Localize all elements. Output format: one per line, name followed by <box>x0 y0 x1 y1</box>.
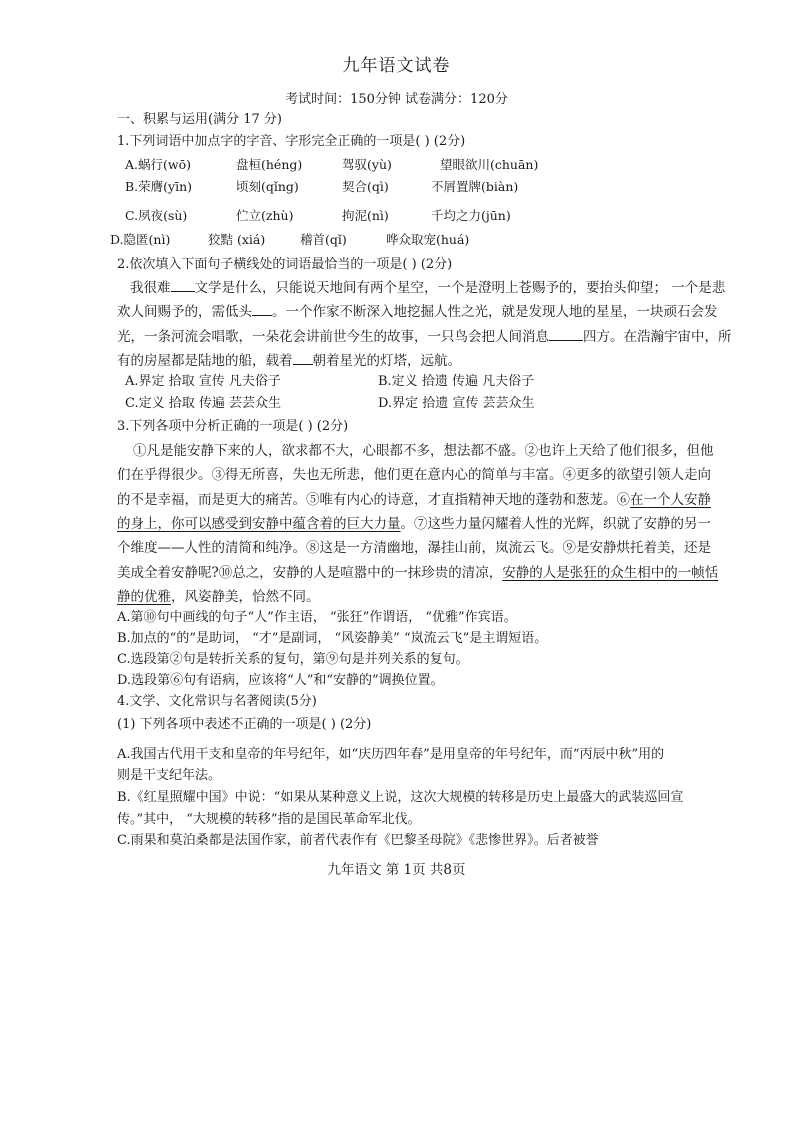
q3-option-b: B.加点的“的”是助词， “才”是副词， “风姿静美” “岚流云飞”是主谓短语。 <box>117 631 548 646</box>
q2-option-d: D.界定 拾遗 宣传 芸芸众生 <box>378 396 535 411</box>
q4-option-b-cont: 传。”其中， “大规模的转移”指的是国民革命军北伐。 <box>117 812 421 827</box>
section-heading: 一、积累与运用(满分 17 分) <box>117 112 282 127</box>
q1-b-item: 契合(qì) <box>342 179 389 194</box>
q1-option-d <box>110 231 469 249</box>
q1-c-item: 拘泥(nì) <box>342 208 389 223</box>
q2-stem: 2.依次填入下面句子横线处的词语最恰当的一项是( ) (2分) <box>117 257 453 272</box>
q1-b-item: 顷刻(qǐng) <box>236 179 299 194</box>
q3-passage-line: 美成全着安静呢?⑩总之，安静的人是喧嚣中的一抹珍贵的清凉，安静的人是张狂的众生相中的一帧恬 <box>117 565 719 581</box>
underlined-sentence: 在一个人安静 <box>630 492 711 508</box>
q2-passage-line: 欢人间赐予的，需低头 。一个作家不断深入地挖掘人性之光，就是发现人地的星星，一块顽石会发 <box>117 304 718 320</box>
q1-c-item: 千均之力(jūn) <box>431 208 511 223</box>
q4-stem: 4.文学、文化常识与名著阅读(5分) <box>117 694 317 709</box>
q1-a-item: 盘桓(héng) <box>236 157 303 172</box>
q3-option-d: D.选段第⑥句有语病，应该将“人”和“安静的”调换位置。 <box>117 673 444 688</box>
q1-option-b <box>125 178 518 196</box>
q1-d-item: 狡黠 (xiá) <box>208 232 266 247</box>
q4-sub1-stem: (1) 下列各项中表述不正确的一项是( ) (2分) <box>117 717 372 732</box>
underlined-sentence: 的身上，你可以感受到安静中蕴含着的巨大力量 <box>117 516 401 532</box>
q4-option-b: B.《红星照耀中国》中说：“如果从某种意义上说，这次大规模的转移是历史上最盛大的武装巡回宣 <box>117 790 684 805</box>
q1-option-a <box>125 156 538 174</box>
q1-a-item: A.蜗行(wō) <box>125 157 191 172</box>
q2-passage-line: 我很难 文学是什么，只能说天地间有两个星空，一个是澄明上苍赐予的，要抬头仰望； 一个是悲 <box>130 280 726 296</box>
q1-a-item: 驾驭(yù) <box>342 157 392 172</box>
q1-b-item: 不屑置牌(biàn) <box>431 179 519 194</box>
q3-option-c: C.选段第②句是转折关系的复句，第⑨句是并列关系的复句。 <box>117 652 469 667</box>
q3-passage-line: 们在乎得很少。③得无所喜，失也无所悲，他们更在意内心的简单与丰富。④更多的欲望引领人走向 <box>117 467 711 483</box>
exam-meta: 考试时间：150分钟 试卷满分：120分 <box>285 92 508 107</box>
q2-option-c: C.定义 拾取 传遍 芸芸众生 <box>125 396 282 411</box>
page-footer: 九年语文 第 1页 共8页 <box>327 862 466 878</box>
page-title: 九年语文试卷 <box>342 56 451 76</box>
q1-c-item: C.夙夜(sù) <box>125 208 188 223</box>
q3-passage-line: 个维度——人性的清简和纯净。⑧这是一方清幽地，瀑挂山前，岚流云飞。⑨是安静烘托着美，还是 <box>117 540 711 556</box>
q3-passage-line: ①凡是能安静下来的人，欲求都不大，心眼都不多，想法都不盛。②也许上天给了他们很多，但他 <box>133 443 714 459</box>
q3-passage-line: 的不是幸福，而是更大的痛苦。⑤唯有内心的诗意，才直指精神天地的蓬勃和葱茏。⑥在一个人安静 <box>117 492 711 508</box>
q1-d-item: D.隐匿(nì) <box>110 232 171 247</box>
q1-b-item: B.荣膺(yīn) <box>125 179 193 194</box>
q2-option-b: B.定义 拾遗 传遍 凡夫俗子 <box>378 374 535 389</box>
q2-passage-line: 光，一条河流会唱歌，一朵花会讲前世今生的故事，一只鸟会把人间消息 四方。在浩瀚宇宙中，所 <box>117 329 732 345</box>
underlined-sentence: 静的优雅 <box>117 589 171 605</box>
q1-d-item: 稽首(qǐ) <box>300 232 347 247</box>
q3-stem: 3.下列各项中分析正确的一项是( ) (2分) <box>117 419 349 434</box>
q1-d-item: 哗众取宠(huá) <box>386 232 470 247</box>
q1-stem: 1.下列词语中加点字的字音、字形完全正确的一项是( ) (2分) <box>117 134 466 149</box>
q3-option-a: A.第⑩句中画线的句子“人”作主语， “张狂”作谓语， “优雅”作宾语。 <box>117 610 517 625</box>
q4-option-a-cont: 则是干支纪年法。 <box>117 768 222 783</box>
q2-option-a: A.界定 拾取 宣传 凡夫俗子 <box>125 374 281 389</box>
q1-option-c <box>125 207 511 225</box>
q2-passage-line: 有的房屋都是陆地的船，载着 朝着星光的灯塔，远航。 <box>117 353 461 369</box>
q3-passage-line: 的身上，你可以感受到安静中蕴含着的巨大力量。⑦这些力量闪耀着人性的光辉，织就了安静的另一 <box>117 516 711 532</box>
q1-c-item: 伫立(zhù) <box>236 208 294 223</box>
q4-option-a: A.我国古代用干支和皇帝的年号纪年，如“庆历四年春”是用皇帝的年号纪年，而“丙辰中秋”用的 <box>117 747 665 762</box>
q1-a-item: 望眼欲川(chuān) <box>440 157 539 172</box>
q3-passage-line: 静的优雅，风姿静美，恰然不同。 <box>117 589 320 605</box>
q4-option-c: C.雨果和莫泊桑都是法国作家，前者代表作有《巴黎圣母院》《悲惨世界》。后者被誉 <box>117 833 599 848</box>
underlined-sentence: 安静的人是张狂的众生相中的一帧恬 <box>502 565 719 581</box>
